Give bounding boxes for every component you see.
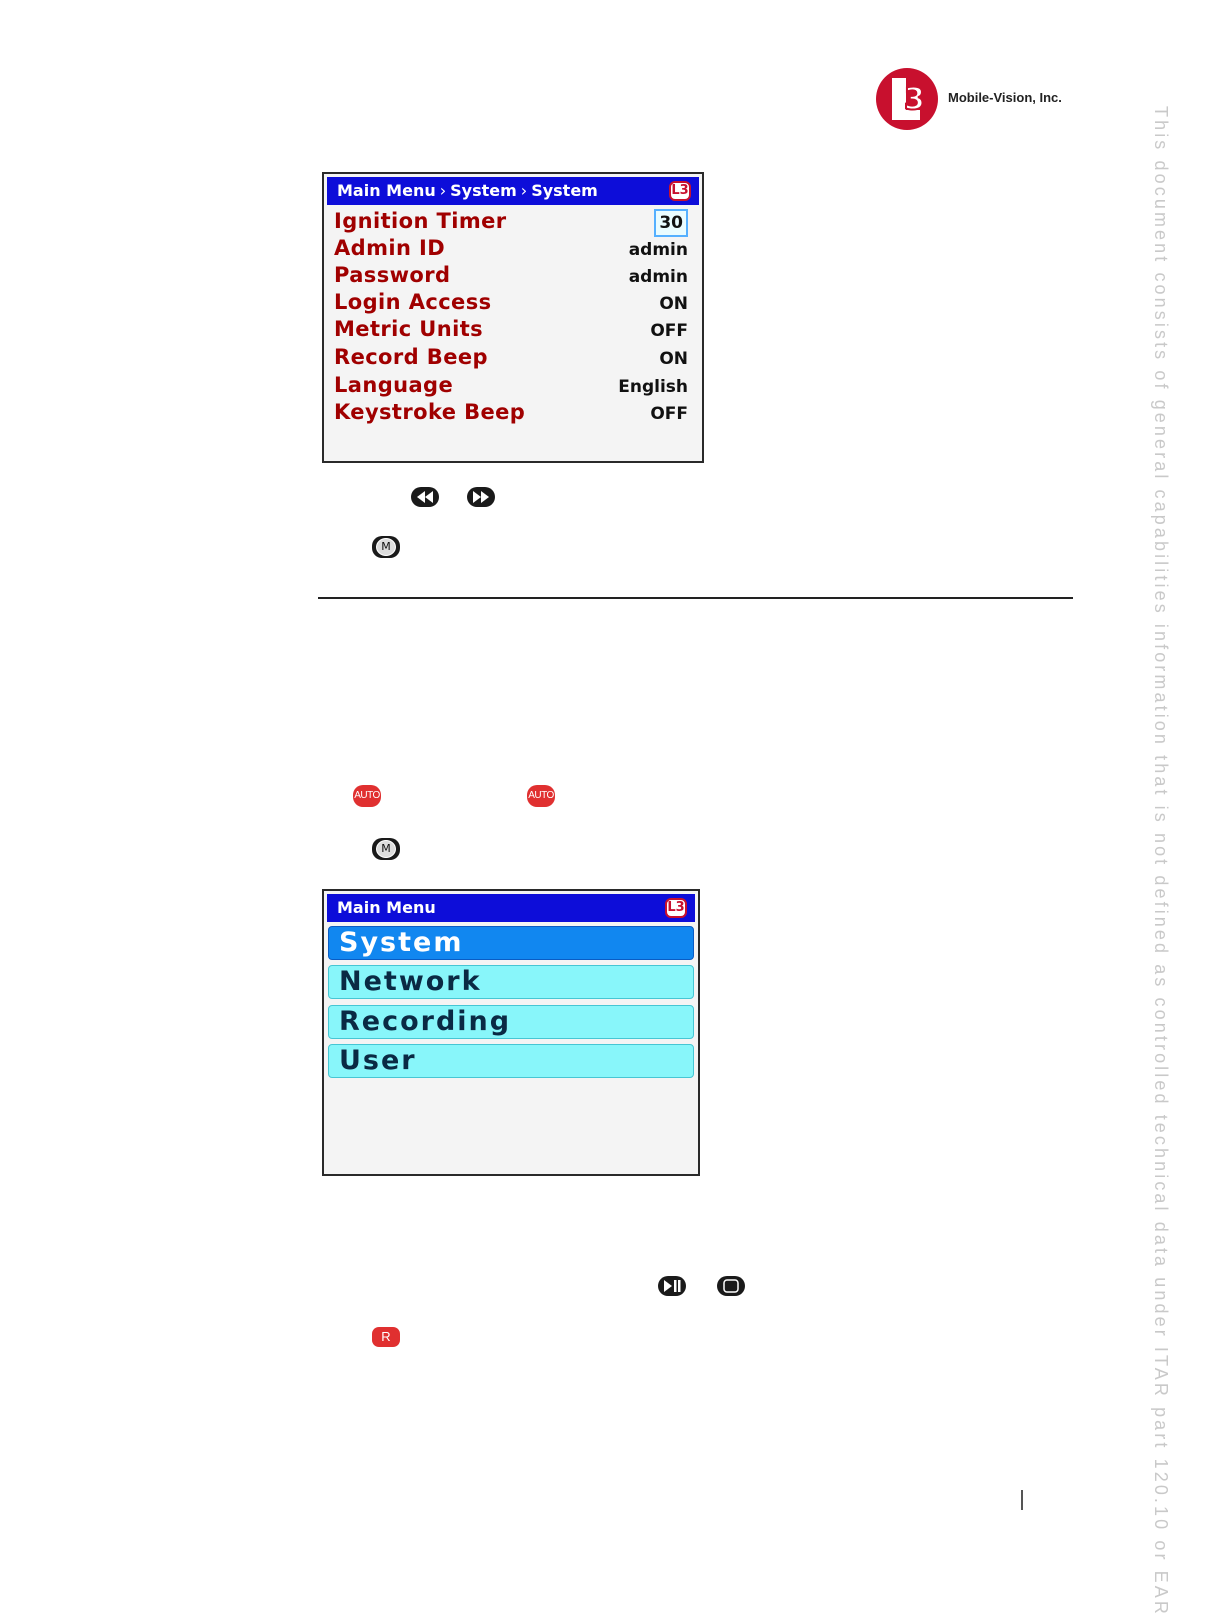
main-menu-screen	[322, 889, 700, 1176]
setting-ignition-timer[interactable]	[334, 209, 688, 236]
setting-label: Keystroke Beep	[334, 400, 526, 424]
setting-keystroke-beep[interactable]	[334, 400, 688, 427]
breadcrumb-item: System	[450, 181, 517, 200]
breadcrumb-item: System	[531, 181, 598, 200]
play-pause-button-icon	[658, 1276, 686, 1296]
menu-item-system[interactable]: System	[328, 926, 694, 960]
section-divider	[318, 597, 1073, 599]
company-name: Mobile-Vision, Inc.	[948, 90, 1062, 105]
fast-forward-button-icon	[467, 487, 495, 507]
main-menu-title	[327, 894, 695, 922]
l3-badge-icon: L3	[665, 898, 687, 918]
menu-item-recording[interactable]: Recording	[328, 1005, 694, 1039]
l3-badge-icon: L3	[669, 181, 691, 201]
menu-button-icon: M	[372, 536, 400, 558]
record-button-icon: R	[372, 1327, 400, 1347]
setting-label: Password	[334, 263, 451, 287]
setting-label: Ignition Timer	[334, 209, 507, 233]
page-footer-divider	[1021, 1490, 1023, 1510]
breadcrumb-separator: ›	[439, 181, 447, 200]
setting-value: admin	[628, 267, 688, 287]
menu-item-user[interactable]: User	[328, 1044, 694, 1078]
breadcrumb-separator: ›	[520, 181, 528, 200]
setting-label: Record Beep	[334, 345, 488, 369]
breadcrumb-item: Main Menu	[337, 181, 436, 200]
setting-admin-id[interactable]	[334, 236, 688, 263]
setting-password[interactable]	[334, 263, 688, 290]
setting-label: Login Access	[334, 290, 492, 314]
setting-value: OFF	[650, 404, 688, 424]
setting-record-beep[interactable]	[334, 345, 688, 372]
company-logo	[874, 66, 1074, 130]
menu-button-icon: M	[372, 838, 400, 860]
setting-value: ON	[659, 349, 688, 369]
menu-item-network[interactable]: Network	[328, 965, 694, 999]
setting-login-access[interactable]	[334, 290, 688, 317]
setting-label: Metric Units	[334, 317, 484, 341]
auto-button-icon: AUTO	[527, 785, 555, 807]
l3-logo-icon: 3	[876, 68, 938, 130]
page-title: Main Menu	[337, 898, 436, 917]
setting-metric-units[interactable]	[334, 317, 688, 344]
setting-value: admin	[628, 240, 688, 260]
setting-language[interactable]	[334, 373, 688, 400]
auto-button-icon: AUTO	[353, 785, 381, 807]
setting-label: Admin ID	[334, 236, 446, 260]
setting-value: English	[618, 377, 688, 397]
stop-button-icon	[717, 1276, 745, 1296]
setting-value-input[interactable]: 30	[654, 209, 688, 237]
system-settings-screen	[322, 172, 704, 463]
setting-label: Language	[334, 373, 454, 397]
breadcrumb	[327, 177, 699, 205]
itar-watermark: This document consists of general capabilities information that is not defined as controlled technical data under ITAR part 120.10 or EAR	[1151, 106, 1171, 1617]
setting-value: ON	[659, 294, 688, 314]
setting-value: OFF	[650, 321, 688, 341]
rewind-button-icon	[411, 487, 439, 507]
